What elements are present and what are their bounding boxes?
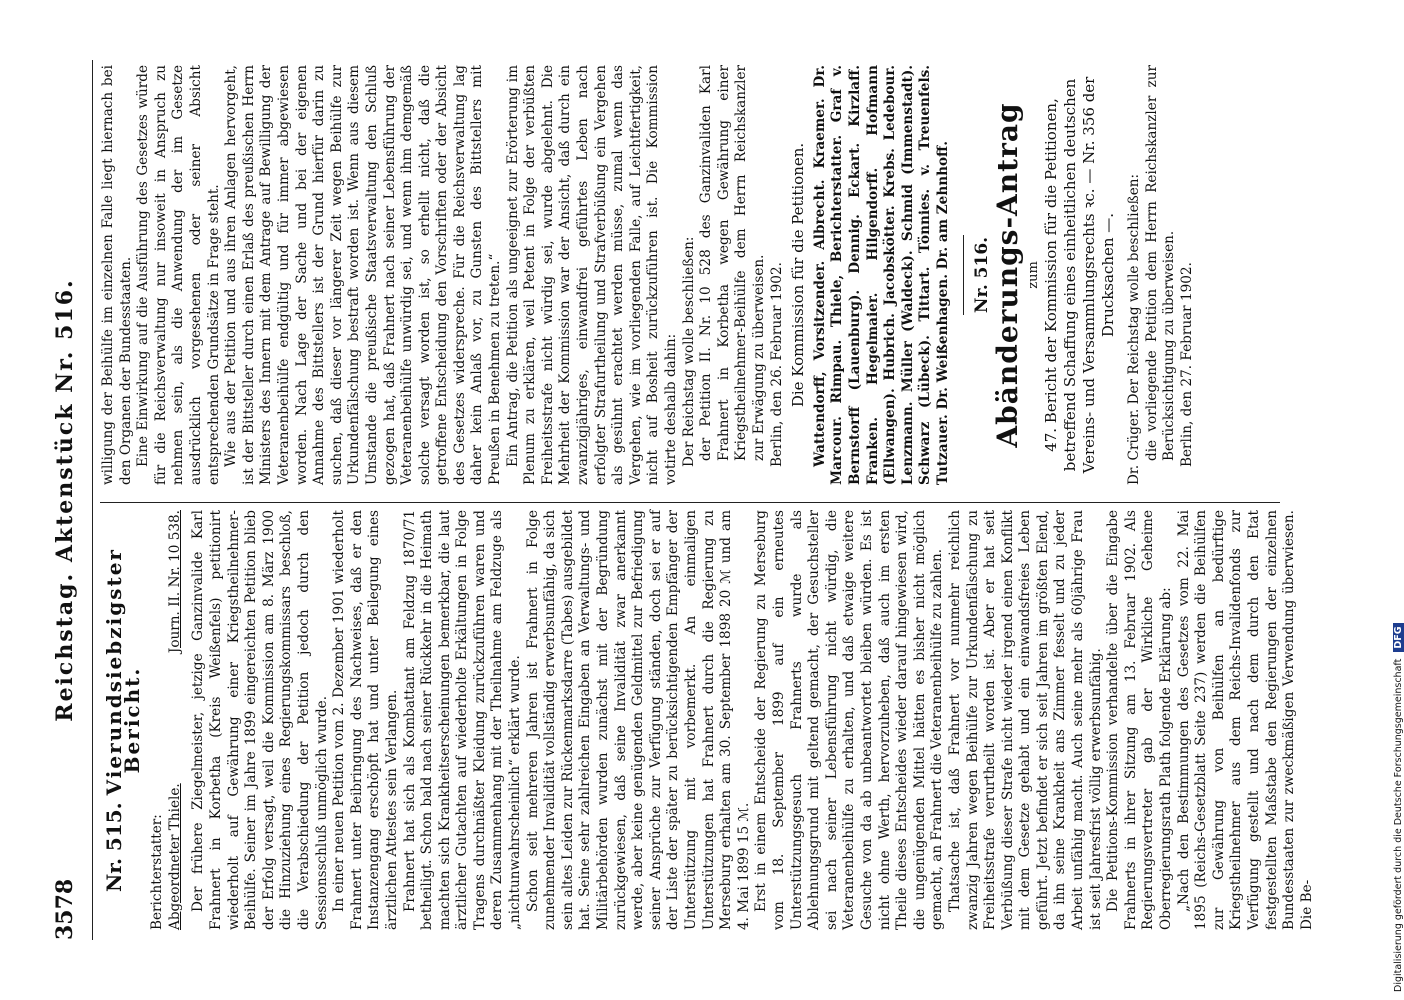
paragraph: Frahnert hat sich als Kombattant am Feldzug 1870/71 betheiligt. Schon bald nach seiner Rückkehr in die Heimath machten sich Krankheitserscheinungen bemerkbar, die laut ärztlicher Gutachten auf wiederholte Erkältungen in Folge Tragens durchnäßter Kleidung zurückzuführen waren und deren Zusammenhang mit der Theilnahme am Feldzuge als „nichtunwahrscheinlich“ erklärt wurde. [401, 510, 524, 930]
section-number: Nr. 515. [102, 802, 126, 892]
header-title: Reichstag. Aktenstück Nr. 516. [52, 278, 78, 722]
column-divider [100, 502, 1280, 503]
credit-text: Digitalisierung gefördert durch die Deutsche Forschungsgemeinschaft [1393, 658, 1404, 992]
motion-body: die vorliegende Petition dem Herrn Reichskanzler zur Berücksichtigung zu überweisen. [1143, 65, 1178, 461]
motion-title: Abänderungs-Antrag [991, 102, 1025, 448]
motion-subject: 47. Bericht der Kommission für die Petitionen, betreffend Schaffung eines einheitlichen deutschen Vereins- und Versammlungsrechts ꝛc. — Nr. 356 der Drucksachen —. [1042, 76, 1118, 474]
date-line: Berlin, den 26. Februar 1902. [768, 262, 785, 467]
digitization-credit [1379, 8, 1404, 992]
paragraph: Eine Einwirkung auf die Ausführung des Gesetzes würde für die Reichsverwaltung nur insoweit in Anspruch zu nehmen sein, als die Anwendung der im Gesetze ausdrücklich vorgesehenen oder seiner Absicht entsprechenden Grundsätze in Frage steht. [135, 65, 222, 485]
reporter-line [167, 510, 185, 930]
page-number: 3578 [52, 878, 78, 940]
paragraph: Schon seit mehreren Jahren ist Frahnert in Folge zunehmender Invalidität vollständig erwerbsunfähig, da sich sein altes Leiden zur Rückenmarksdarre (Tabes) ausgebildet hat. Seine sehr zahlreichen Eingaben an Verwaltungs- und Militärbehörden wurden zunächst mit der Begründung zurückgewiesen, daß seine Invalidität zwar anerkannt werde, aber keine genügenden Geldmittel zur Befriedigung seiner Ansprüche zur Verfügung ständen, doch sei er auf der Liste der später zu berücksichtigenden Empfänger der Unterstützung mit vorbemerkt. An einmaligen Unterstützungen hat Frahnert durch die Regierung zu Merseburg erhalten am 30. September 1898 20 ℳ und am 4. Mai 1899 15 ℳ. [524, 510, 752, 930]
resolution-body: der Petition II. Nr. 10 528 des Ganzinvaliden Karl Frahnert in Korbetha wegen Gewährung einer Kriegstheilnehmer-Beihülfe dem Herrn Reichskanzler zur Erwägung zu überweisen. [698, 65, 767, 461]
separator [963, 235, 964, 315]
section-title: Vierundsiebzigster Bericht. [102, 548, 144, 796]
paragraph: Der frühere Ziegelmeister, jetzige Ganzinvalide Karl Frahnert in Korbetha (Kreis Weißenfels) petitionirt wiederholt auf Gewährung einer Kriegstheilnehmer-Beihülfe. Seiner im Jahre 1899 eingereichten Petition blieb der Erfolg versagt, weil die Kommission am 8. März 1900 die Hinzuziehung eines Regierungskommissars beschloß, die Verabschiedung der Petition jedoch durch den Sessionsschluß unmöglich wurde. [190, 510, 330, 930]
paragraph: „Nach den Bestimmungen des Gesetzes vom 22. Mai 1895 (Reichs-Gesetzblatt Seite 237) werden die Beihülfen zur Gewährung von Beihülfen an bedürftige Kriegstheilnehmer aus dem Reichs-Invalidenfonds zur Verfügung gestellt und nach dem durch den Etat festgestellten Maßstabe den Regierungen der einzelnen Bundesstaaten zur zweckmäßigen Verwendung überwiesen. Die Be- [1175, 510, 1315, 930]
reporter-label: Berichterstatter: [149, 814, 166, 930]
paragraph: Wie aus der Petition und aus ihren Anlagen hervorgeht, ist der Bittsteller durch einen Erlaß des preußischen Herrn Ministers des Innern mit dem Antrage auf Bewilligung der Veteranenbeihülfe endgültig und für immer abgewiesen worden. Nach Lage der Sache und bei der eigenen Annahme des Bittstellers ist der Grund hierfür darin zu suchen, daß dieser vor längerer Zeit wegen Beihülfe zur Urkundenfälschung bestraft worden ist. Wenn aus diesem Umstande die preußische Staatsverwaltung den Schluß gezogen hat, daß Frahnert nach seiner Lebensführung der Veteranenbeihülfe unwürdig sei, und wenn ihm demgemäß solche versagt worden ist, so erhellt nicht, daß die getroffene Entscheidung den Vorschriften oder der Absicht des Gesetzes widerspreche. Für die Reichsverwaltung lag daher kein Anlaß vor, zu Gunsten des Bittstellers mit Preußen in Benehmen zu treten.“ [223, 65, 504, 485]
paragraph: willigung der Beihülfe im einzelnen Falle liegt hiernach bei den Organen der Bundesstaaten. [100, 65, 134, 485]
left-column [100, 510, 1316, 930]
paragraph: Erst in einem Entscheide der Regierung zu Merseburg vom 18. September 1899 auf ein erneutes Unterstützungsgesuch Frahnerts wurde als Ablehnungsgrund mit geltend gemacht, der Gesuchsteller sei nach seiner Lebensführung nicht würdig, die Veteranenbeihülfe zu erhalten, und daß etwaige weitere Gesuche von da ab unbeantwortet bleiben würden. Es ist nicht ohne Werth, hervorzuheben, daß auch im ersten Theile dieses Entscheides wieder darauf hingewiesen wird, die ungenügenden Mittel hätten es bisher nicht möglich gemacht, an Frahnert die Veteranenbeihülfe zu zahlen. [753, 510, 946, 930]
paragraph: Ein Antrag, die Petition als ungeeignet zur Erörterung im Plenum zu erklären, weil Petent in Folge der verbüßten Freiheitsstrafe nicht würdig sei, wurde abgelehnt. Die Mehrheit der Kommission war der Ansicht, daß durch ein zwanzigjähriges, einwandfrei geführtes Leben nach erfolgter Strafurtheilung und Strafverbüßung ein Vergehen als gesühnt erachtet werden müsse, zumal wenn das Vergehen, wie im vorliegenden Falle, auf Leichtfertigkeit, nicht auf Bosheit zurückzuführen ist. Die Kommission votirte deshalb dahin: [504, 65, 679, 485]
document-number: Nr. 516. [971, 236, 992, 314]
commission-members: Wattendorff, Vorsitzender. Albrecht. Kraemer. Dr. Marcour. Rimpau. Thiele, Berichterstatter. Graf v. Bernstorff (Lauenburg). Dennig. Eckart. Kirzlaff. Franken. Hegelmaier. Hilgendorff. Hofmann (Ellwangen). Hubrich. Jacobskötter. Krebs. Ledebour. Lenzmann. Müller (Waldeck). Schmid (Immenstadt). Schwarz (Lübeck). Tittart. Tönnies. v. Treuenfels. Tutzauer. Dr. Weißenhagen. Dr. am Zehnhoff. [811, 65, 951, 485]
commission-heading: Die Kommission für die Petitionen. [789, 142, 808, 408]
paragraph: Die Petitions-Kommission verhandelte über die Eingabe Frahnerts in ihrer Sitzung am 13. Februar 1902. Als Regierungsvertreter gab der Wirkliche Geheime Oberregierungsrath Plath folgende Erklärung ab: [1105, 510, 1175, 930]
header-rule [92, 60, 93, 940]
motion-zum: zum [1025, 261, 1041, 289]
journal-ref: Journ. II. Nr. 10 538. [166, 510, 183, 654]
motion-by: Dr. Crüger. Der Reichstag wolle beschließen: [1126, 173, 1143, 485]
resolution-intro: Der Reichstag wolle beschließen: [680, 236, 697, 467]
reporter-name: Abgeordneter Thiele. [166, 783, 183, 930]
paragraph: In einer neuen Petition vom 2. Dezember 1901 wiederholt Frahnert unter Beibringung des Nachweises, daß er den Instanzengang erschöpft hat und unter Beilegung eines ärztlichen Attestes sein Verlangen. [331, 510, 400, 930]
section-heading [102, 510, 144, 930]
right-column [100, 65, 1197, 485]
page-header [52, 60, 84, 940]
paragraph: Thatsache ist, daß Frahnert vor nunmehr reichlich zwanzig Jahren wegen Beihülfe zur Urkundenfälschung zu Freiheitsstrafe verurtheilt worden ist. Aber er hat seit Verbüßung dieser Strafe nicht wieder irgend einen Konflikt mit dem Gesetze gehabt und ein einwandsfreies Leben geführt. Jetzt befindet er sich seit Jahren im größten Elend, da ihn seine Krankheit ans Zimmer fesselt und zu jeder Arbeit unfähig macht. Auch seine mehr als 60jährige Frau ist seit Jahresfrist völlig erwerbsunfähig. [946, 510, 1104, 930]
date-line: Berlin, den 27. Februar 1902. [1179, 262, 1196, 467]
dfg-logo: DFG [1393, 623, 1404, 651]
